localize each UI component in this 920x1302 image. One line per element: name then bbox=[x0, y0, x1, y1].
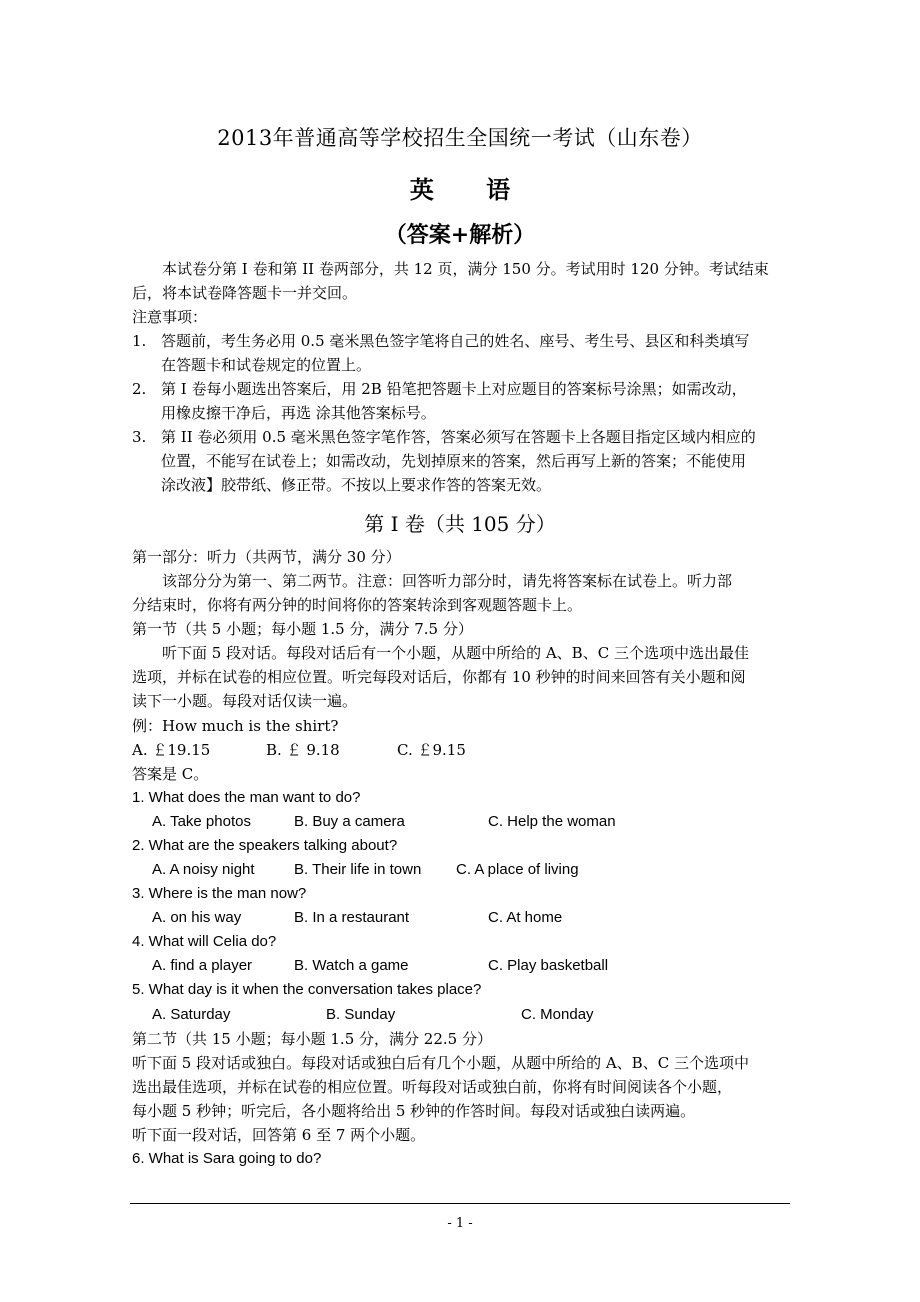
note-line: 在答题卡和试卷规定的位置上。 bbox=[161, 356, 372, 374]
option-a: A. Take photos bbox=[152, 813, 251, 830]
example-option: A. ￡19.15 bbox=[132, 741, 211, 759]
question: 3. Where is the man now? bbox=[132, 885, 307, 902]
subsection-intro-line: 选出最佳选项，并标在试卷的相应位置。听每段对话或独白前，你将有时间阅读各个小题， bbox=[132, 1078, 733, 1096]
question: 2. What are the speakers talking about? bbox=[132, 837, 398, 854]
subject-title: 英 语 bbox=[409, 175, 533, 204]
part-title: 第 I 卷（共 105 分） bbox=[364, 512, 556, 536]
option-a: A. on his way bbox=[152, 909, 242, 926]
option-c: C. Help the woman bbox=[488, 813, 616, 830]
subsection-heading: 第二节（共 15 小题；每小题 1.5 分，满分 22.5 分） bbox=[132, 1030, 492, 1048]
note-line: 第 II 卷必须用 0.5 毫米黑色签字笔作答，答案必须写在答题卡上各题目指定区域内相应的 bbox=[161, 428, 756, 446]
option-a: A. Saturday bbox=[152, 1006, 231, 1023]
edition-label: （答案+解析） bbox=[384, 222, 536, 248]
intro-line: 后，将本试卷降答题卡一并交回。 bbox=[132, 284, 358, 302]
option-b: B. Buy a camera bbox=[294, 813, 405, 830]
option-b: B. Sunday bbox=[326, 1006, 396, 1023]
question: 4. What will Celia do? bbox=[132, 933, 277, 950]
section-intro-line: 该部分分为第一、第二两节。注意：回答听力部分时，请先将答案标在试卷上。听力部 bbox=[162, 572, 733, 590]
option-b: B. Watch a game bbox=[294, 957, 409, 974]
notice-label: 注意事项： bbox=[132, 308, 208, 326]
note-line: 第 I 卷每小题选出答案后，用 2B 铅笔把答题卡上对应题目的答案标号涂黑；如需改动， bbox=[161, 380, 747, 398]
question: 6. What is Sara going to do? bbox=[132, 1150, 322, 1167]
page-number: - 1 - bbox=[447, 1216, 473, 1231]
note-line: 用橡皮擦干净后，再选 涂其他答案标号。 bbox=[161, 404, 436, 422]
example-answer: 答案是 C。 bbox=[132, 765, 209, 783]
option-c: C. Play basketball bbox=[488, 957, 609, 974]
footer-divider bbox=[130, 1203, 790, 1204]
question: 5. What day is it when the conversation takes place? bbox=[132, 981, 482, 998]
option-a: A. A noisy night bbox=[152, 861, 255, 878]
section-intro-line: 分结束时，你将有两分钟的时间将你的答案转涂到客观题答题卡上。 bbox=[132, 596, 583, 614]
conversation-lead: 听下面一段对话，回答第 6 至 7 两个小题。 bbox=[132, 1126, 426, 1144]
section-heading: 第一部分：听力（共两节，满分 30 分） bbox=[132, 548, 401, 566]
question: 1. What does the man want to do? bbox=[132, 789, 361, 806]
exam-title: 2013年普通高等学校招生全国统一考试（山东卷） bbox=[217, 126, 703, 150]
subsection-heading: 第一节（共 5 小题；每小题 1.5 分，满分 7.5 分） bbox=[132, 620, 473, 638]
note-line: 答题前，考生务必用 0.5 毫米黑色签字笔将自己的姓名、座号、考生号、县区和科类填写 bbox=[161, 332, 750, 350]
option-b: B. In a restaurant bbox=[294, 909, 410, 926]
note-line: 位置，不能写在试卷上；如需改动，先划掉原来的答案，然后再写上新的答案；不能使用 bbox=[161, 452, 747, 470]
subsection-intro-line: 听下面 5 段对话。每段对话后有一个小题，从题中所给的 A、B、C 三个选项中选出最佳 bbox=[162, 644, 749, 662]
example-option: C. ￡9.15 bbox=[397, 741, 466, 759]
subsection-intro-line: 选项，并标在试卷的相应位置。听完每段对话后，你都有 10 秒钟的时间来回答有关小题和阅 bbox=[132, 668, 746, 686]
note-number: 1. bbox=[132, 332, 147, 350]
option-c: C. A place of living bbox=[456, 861, 579, 878]
note-number: 3. bbox=[132, 428, 147, 446]
note-number: 2. bbox=[132, 380, 147, 398]
option-a: A. find a player bbox=[152, 957, 253, 974]
subsection-intro-line: 听下面 5 段对话或独白。每段对话或独白后有几个小题，从题中所给的 A、B、C 三个选项中 bbox=[132, 1054, 749, 1072]
subsection-intro-line: 读下一小题。每段对话仅读一遍。 bbox=[132, 692, 358, 710]
option-c: C. Monday bbox=[521, 1006, 594, 1023]
note-line: 涂改液】胶带纸、修正带。不按以上要求作答的答案无效。 bbox=[161, 476, 552, 494]
subsection-intro-line: 每小题 5 秒钟；听完后，各小题将给出 5 秒钟的作答时间。每段对话或独白读两遍。 bbox=[132, 1102, 696, 1120]
option-b: B. Their life in town bbox=[294, 861, 422, 878]
example-question: 例：How much is the shirt? bbox=[132, 717, 339, 735]
example-option: B. ￡ 9.18 bbox=[266, 741, 340, 759]
option-c: C. At home bbox=[488, 909, 563, 926]
intro-line: 本试卷分第 I 卷和第 II 卷两部分，共 12 页，满分 150 分。考试用时 120 分钟。考试结束 bbox=[162, 260, 769, 278]
